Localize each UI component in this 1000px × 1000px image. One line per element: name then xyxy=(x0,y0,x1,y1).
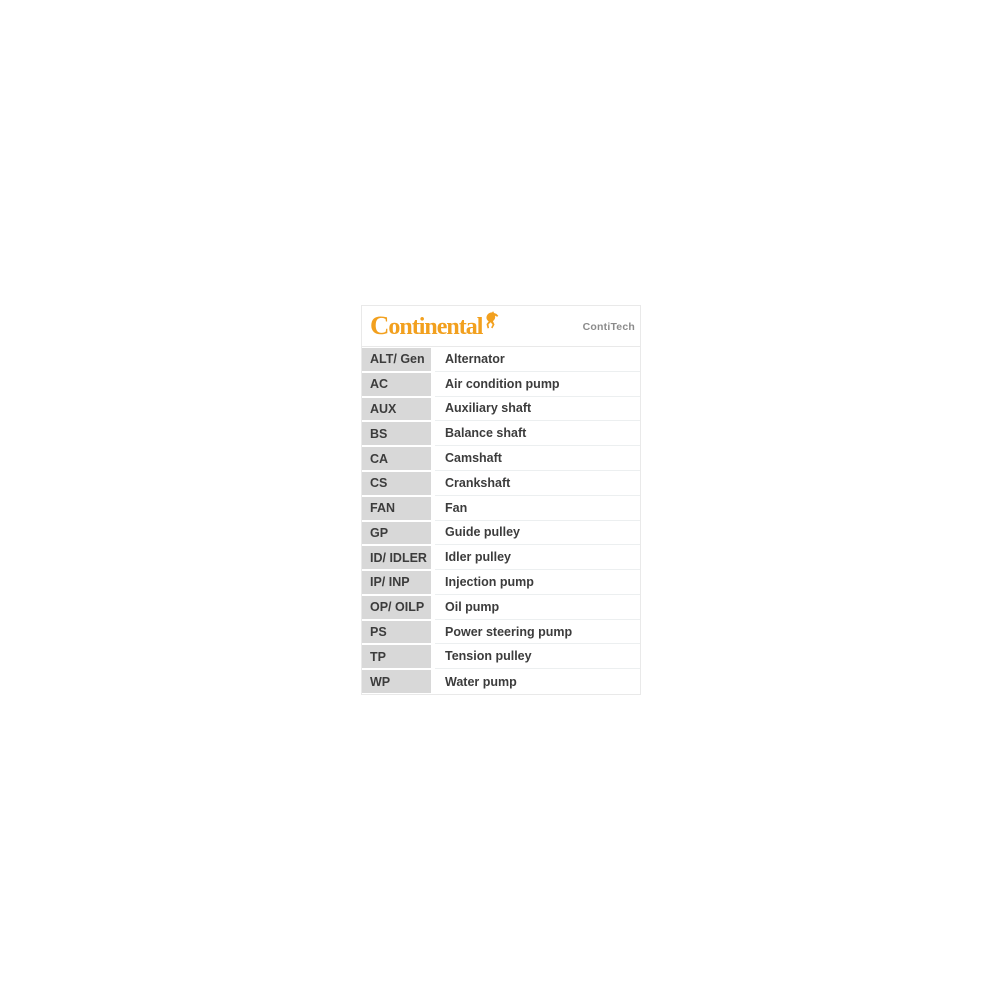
card-header xyxy=(362,306,640,347)
abbreviation-cell: CA xyxy=(362,447,431,470)
rearing-horse-icon xyxy=(483,310,499,330)
abbreviation-cell: AC xyxy=(362,373,431,396)
description-cell: Crankshaft xyxy=(435,471,640,496)
table-row xyxy=(362,347,640,372)
table-row xyxy=(362,620,640,645)
description-cell: Tension pulley xyxy=(435,644,640,669)
abbreviation-cell: AUX xyxy=(362,398,431,421)
description-cell: Balance shaft xyxy=(435,421,640,446)
table-row xyxy=(362,570,640,595)
description-cell: Auxiliary shaft xyxy=(435,397,640,422)
abbreviation-cell: BS xyxy=(362,422,431,445)
abbreviation-cell: ALT/ Gen xyxy=(362,348,431,371)
table-row xyxy=(362,372,640,397)
abbreviation-legend-card xyxy=(361,305,641,695)
abbreviation-cell: ID/ IDLER xyxy=(362,546,431,569)
abbreviation-cell: TP xyxy=(362,645,431,668)
table-row xyxy=(362,397,640,422)
description-cell: Camshaft xyxy=(435,446,640,471)
abbreviation-cell: GP xyxy=(362,522,431,545)
table-row xyxy=(362,669,640,694)
table-row xyxy=(362,595,640,620)
table-row xyxy=(362,521,640,546)
description-cell: Alternator xyxy=(435,347,640,372)
abbreviation-cell: PS xyxy=(362,621,431,644)
description-cell: Guide pulley xyxy=(435,521,640,546)
abbreviation-cell: OP/ OILP xyxy=(362,596,431,619)
description-cell: Idler pulley xyxy=(435,545,640,570)
description-cell: Air condition pump xyxy=(435,372,640,397)
contitech-wordmark: ContiTech xyxy=(582,321,635,333)
abbreviation-cell: WP xyxy=(362,670,431,693)
table-row xyxy=(362,421,640,446)
abbreviation-table xyxy=(362,347,640,694)
abbreviation-cell: IP/ INP xyxy=(362,571,431,594)
description-cell: Fan xyxy=(435,496,640,521)
description-cell: Injection pump xyxy=(435,570,640,595)
description-cell: Water pump xyxy=(445,674,517,689)
table-row xyxy=(362,545,640,570)
abbreviation-cell: CS xyxy=(362,472,431,495)
abbreviation-cell: FAN xyxy=(362,497,431,520)
table-row xyxy=(362,644,640,669)
description-cell: Power steering pump xyxy=(435,620,640,645)
table-row xyxy=(362,446,640,471)
table-row xyxy=(362,471,640,496)
continental-logo xyxy=(370,311,499,341)
description-cell: Oil pump xyxy=(435,595,640,620)
table-row xyxy=(362,496,640,521)
continental-wordmark: Continental xyxy=(370,310,483,340)
